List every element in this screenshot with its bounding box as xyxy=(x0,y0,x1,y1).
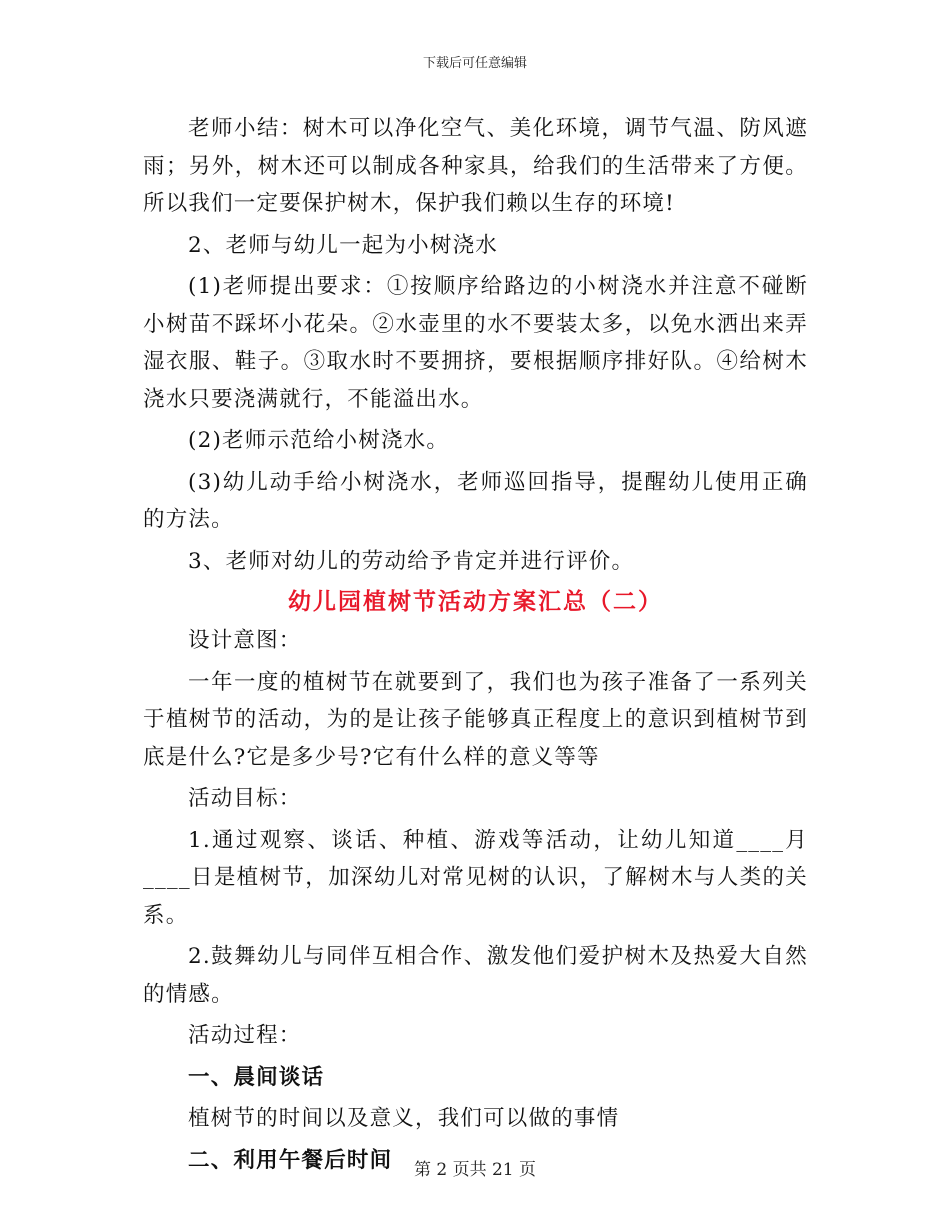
goal-1: 1.通过观察、谈话、种植、游戏等活动，让幼儿知道____月____日是植树节，加深幼儿对常见树的认识，了解树木与人类的关系。 xyxy=(143,827,808,928)
design-text: 一年一度的植树节在就要到了，我们也为孩子准备了一系列关于植树节的活动，为的是让孩子能够真正程度上的意识到植树节到底是什么?它是多少号?它有什么样的意义等等 xyxy=(143,669,808,770)
step-2-heading: 2、老师与幼儿一起为小树浇水 xyxy=(188,232,498,258)
demo-paragraph: (2)老师示范给小树浇水。 xyxy=(188,428,450,453)
design-label: 设计意图： xyxy=(188,628,302,653)
goal-label: 活动目标： xyxy=(188,786,302,811)
step-1-text: 植树节的时间以及意义，我们可以做的事情 xyxy=(188,1106,620,1131)
process-label: 活动过程： xyxy=(188,1023,302,1048)
document-body xyxy=(143,110,808,1179)
page-footer: 第 2 页共 21 页 xyxy=(413,1160,537,1180)
summary-paragraph: 老师小结：树木可以净化空气、美化环境，调节气温、防风遮雨；另外，树木还可以制成各种家具，给我们的生活带来了方便。所以我们一定要保护树木，保护我们赖以生存的环境! xyxy=(143,116,808,216)
requirements-paragraph: (1)老师提出要求：①按顺序给路边的小树浇水并注意不碰断小树苗不踩坏小花朵。②水壶里的水不要装太多，以免水洒出来弄湿衣服、鞋子。③取水时不要拥挤，要根据顺序排好队。④给树木浇水只要浇满就行，不能溢出水。 xyxy=(143,274,808,412)
step-2-title: 二、利用午餐后时间 xyxy=(188,1147,393,1173)
page-header: 下载后可任意编辑 xyxy=(422,56,527,71)
evaluation-paragraph: 3、老师对幼儿的劳动给予肯定并进行评价。 xyxy=(188,548,635,574)
practice-paragraph: (3)幼儿动手给小树浇水，老师巡回指导，提醒幼儿使用正确的方法。 xyxy=(143,469,808,532)
goal-2: 2.鼓舞幼儿与同伴互相合作、激发他们爱护树木及热爱大自然的情感。 xyxy=(143,944,808,1007)
step-1-title: 一、晨间谈话 xyxy=(188,1064,325,1090)
section-title: 幼儿园植树节活动方案汇总（二） xyxy=(288,588,663,615)
